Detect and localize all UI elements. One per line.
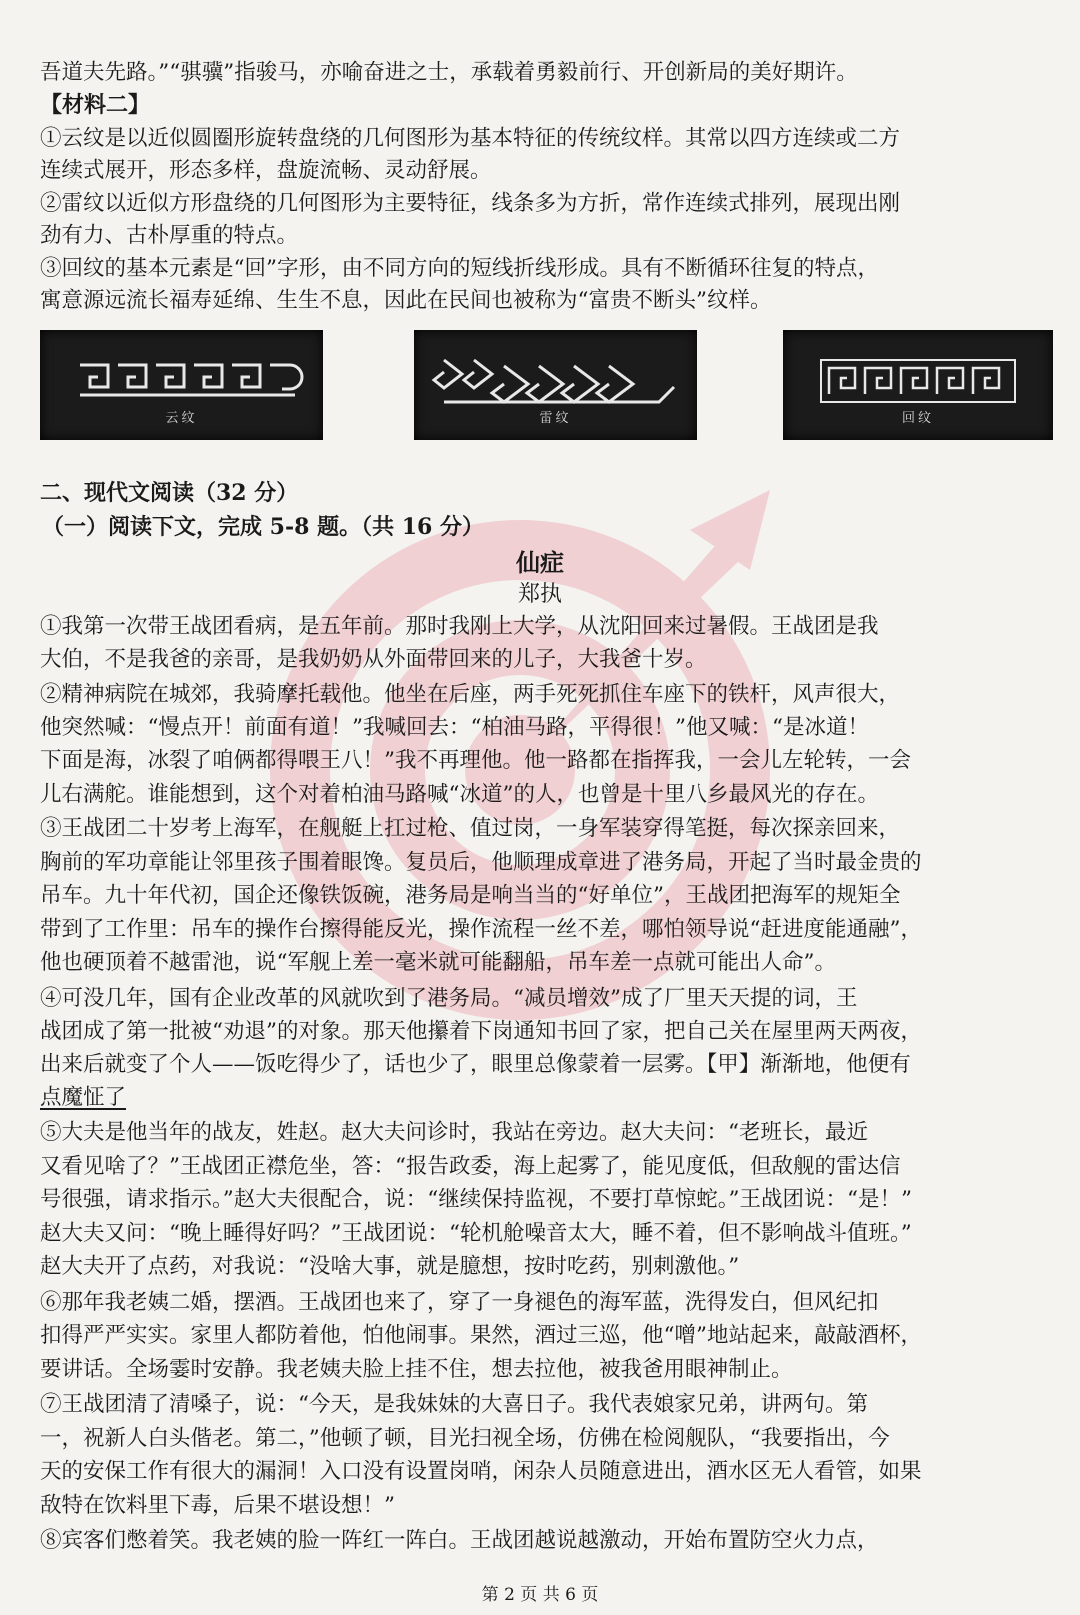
thunder-pattern-image — [414, 330, 697, 440]
story-line: ⑤大夫是他当年的战友，姓赵。赵大夫问诊时，我站在旁边。赵大夫问：“老班长，最近 — [40, 1120, 868, 1145]
story-line: 扣得严严实实。家里人都防着他，怕他闹事。果然，酒过三巡，他“噌”地站起来，敲敲酒杯， — [40, 1323, 922, 1348]
story-line: 他突然喊：“慢点开！前面有道！”我喊回去：“柏油马路，平得很！”他又喊：“是冰道！ — [40, 715, 869, 740]
story-line: 下面是海，冰裂了咱俩都得喂王八！”我不再理他。他一路都在指挥我，一会儿左轮转，一会 — [40, 748, 911, 773]
story-line: 天的安保工作有很大的漏洞！入口没有设置岗哨，闲杂人员随意进出，酒水区无人看管，如果 — [40, 1459, 922, 1484]
page-footer: 第 2 页 共 6 页 — [481, 1585, 599, 1605]
story-author: 郑执 — [517, 582, 562, 607]
story-line: 又看见啥了？”王战团正襟危坐，答：“报告政委，海上起雾了，能见度低，但敌舰的雷达信 — [40, 1154, 901, 1179]
story-line: 赵大夫开了点药，对我说：“没啥大事，就是臆想，按时吃药，别刺激他。” — [40, 1254, 740, 1279]
story-line: ①我第一次带王战团看病，是五年前。那时我刚上大学，从沈阳回来过暑假。王战团是我 — [40, 614, 879, 639]
story-line: ⑦王战团清了清嗓子，说：“今天，是我妹妹的大喜日子。我代表娘家兄弟，讲两句。第 — [40, 1392, 868, 1417]
story-line: ②精神病院在城郊，我骑摩托载他。他坐在后座，两手死死抓住车座下的铁杆，风声很大， — [40, 682, 901, 707]
story-line-underlined: 点魔怔了 — [40, 1085, 127, 1110]
material2-line: ①云纹是以近似圆圈形旋转盘绕的几何图形为基本特征的传统纹样。其常以四方连续或二方 — [40, 126, 901, 151]
material2-line: 劲有力、古朴厚重的特点。 — [40, 223, 299, 248]
story-line: 一，祝新人白头偕老。第二，”他顿了顿，目光扫视全场，仿佛在检阅舰队，“我要指出，今 — [40, 1426, 890, 1451]
story-line: 儿右满舵。谁能想到，这个对着柏油马路喊“冰道”的人，也曾是十里八乡最风光的存在。 — [40, 782, 879, 807]
story-line: 赵大夫又问：“晚上睡得好吗？”王战团说：“轮机舱噪音太大，睡不着，但不影响战斗值班。” — [40, 1221, 912, 1246]
story-line: ⑥那年我老姨二婚，摆酒。王战团也来了，穿了一身褪色的海军蓝，洗得发白，但风纪扣 — [40, 1290, 879, 1315]
material2-line: 连续式展开，形态多样，盘旋流畅、灵动舒展。 — [40, 158, 492, 183]
story-title: 仙症 — [516, 548, 564, 577]
fret-pattern-image — [783, 330, 1053, 440]
material2-heading: 【材料二】 — [40, 92, 151, 118]
section-subtitle: （一）阅读下文，完成 5-8 题。（共 16 分） — [42, 514, 484, 540]
story-line: 敌特在饮料里下毒，后果不堪设想！” — [40, 1493, 395, 1518]
image-caption: 雷纹 — [539, 411, 572, 426]
story-line: 大伯，不是我爸的亲哥，是我奶奶从外面带回来的儿子，大我爸十岁。 — [40, 647, 707, 672]
story-line: ⑧宾客们憋着笑。我老姨的脸一阵红一阵白。王战团越说越激动，开始布置防空火力点， — [40, 1528, 879, 1553]
story-line: 号很强，请求指示。”赵大夫很配合，说：“继续保持监视，不要打草惊蛇。”王战团说：“是！” — [40, 1187, 912, 1212]
story-line: ④可没几年，国有企业改革的风就吹到了港务局。“减员增效”成了厂里天天提的词，王 — [40, 986, 858, 1011]
material2-line: ②雷纹以近似方形盘绕的几何图形为主要特征，线条多为方折，常作连续式排列，展现出刚 — [40, 191, 901, 216]
story-line: 胸前的军功章能让邻里孩子围着眼馋。复员后，他顺理成章进了港务局，开起了当时最金贵的 — [40, 850, 922, 875]
story-line: 战团成了第一批被“劝退”的对象。那天他攥着下岗通知书回了家，把自己关在屋里两天两夜， — [40, 1019, 922, 1044]
story-line: 出来后就变了个人——饭吃得少了，话也少了，眼里总像蒙着一层雾。【甲】渐渐地，他便有 — [40, 1052, 911, 1077]
material2-line: 寓意源远流长福寿延绵、生生不息，因此在民间也被称为“富贵不断头”纹样。 — [40, 288, 772, 313]
cloud-pattern-image — [40, 330, 323, 440]
story-line: ③王战团二十岁考上海军，在舰艇上扛过枪、值过岗，一身军装穿得笔挺，每次探亲回来， — [40, 816, 901, 841]
image-caption: 回纹 — [901, 411, 934, 426]
story-line: 吊车。九十年代初，国企还像铁饭碗，港务局是响当当的“好单位”，王战团把海军的规矩全 — [40, 883, 901, 908]
section-title: 二、现代文阅读（32 分） — [40, 480, 299, 506]
story-line: 带到了工作里：吊车的操作台擦得能反光，操作流程一丝不差，哪怕领导说“赶进度能通融”， — [40, 917, 922, 942]
image-caption: 云纹 — [165, 411, 198, 426]
story-line: 他也硬顶着不越雷池，说“军舰上差一毫米就可能翻船，吊车差一点就可能出人命”。 — [40, 950, 836, 975]
story-line: 要讲话。全场霎时安静。我老姨夫脸上挂不住，想去拉他，被我爸用眼神制止。 — [40, 1357, 793, 1382]
material2-line: ③回纹的基本元素是“回”字形，由不同方向的短线折线形成。具有不断循环往复的特点， — [40, 256, 879, 281]
top-line: 吾道夫先路。”“骐骥”指骏马，亦喻奋进之士，承载着勇毅前行、开创新局的美好期许。 — [40, 60, 858, 85]
